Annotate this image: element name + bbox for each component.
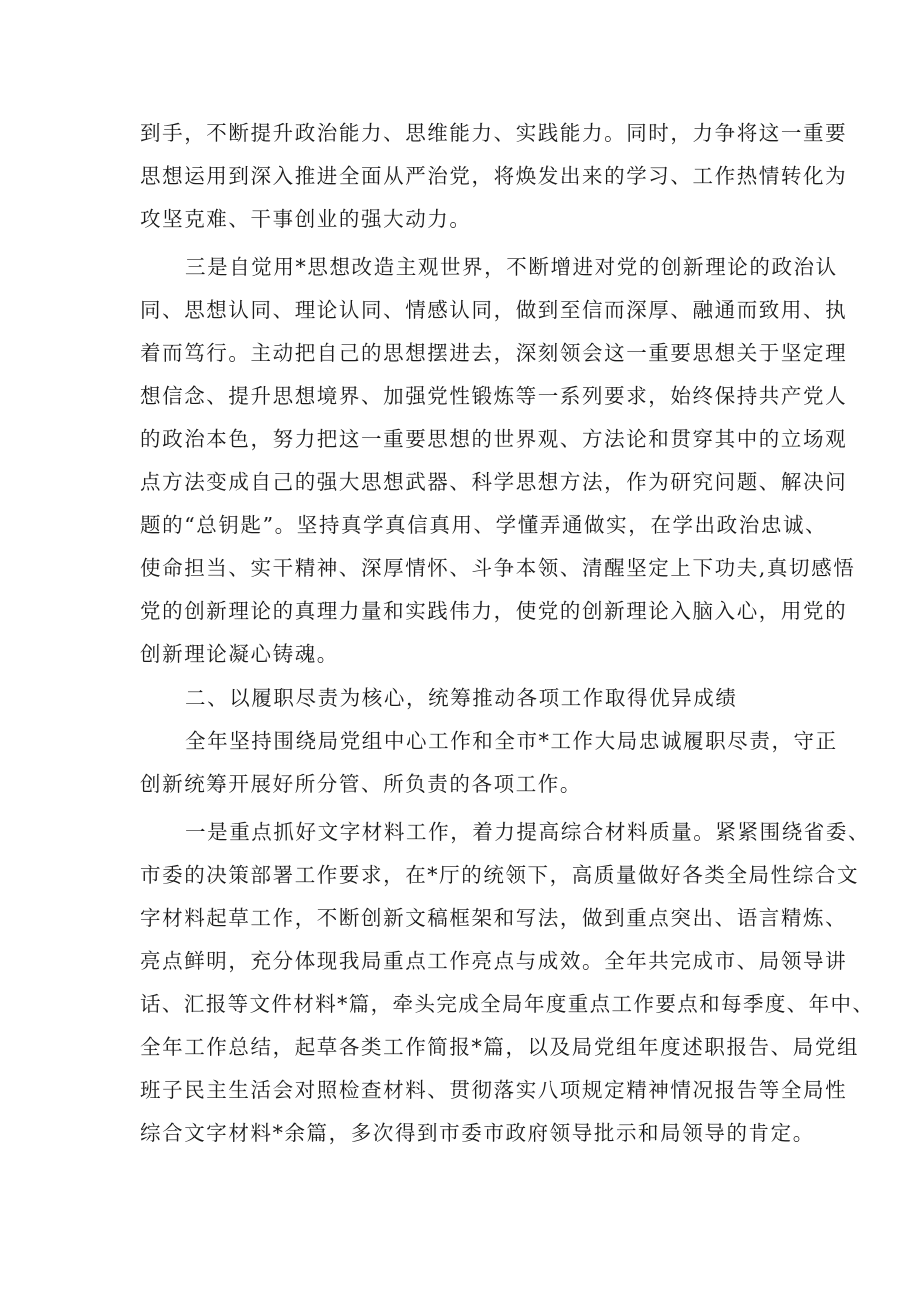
text-line: 攻坚克难、干事创业的强大动力。 [140,207,472,231]
text-line: 党的创新理论的真理力量和实践伟力，使党的创新理论入脑入心，用党的 [140,599,848,623]
text-line: 的政治本色，努力把这一重要思想的世界观、方法论和贯穿其中的立场观 [140,427,848,451]
text-line: 全年工作总结，起草各类工作简报*篇，以及局党组年度述职报告、局党组 [140,1035,860,1059]
text-line: 创新理论凝心铸魂。 [140,642,339,666]
text-line: 亮点鲜明，充分体现我局重点工作亮点与成效。全年共完成市、局领导讲 [140,949,848,973]
text-line: 思想运用到深入推进全面从严治党，将焕发出来的学习、工作热情转化为 [140,164,848,188]
text-line: 想信念、提升思想境界、加强党性锻炼等一系列要求，始终保持共产党人 [140,384,848,408]
text-line: 话、汇报等文件材料*篇，牵头完成全局年度重点工作要点和每季度、年中、 [140,992,875,1016]
paragraph-first-line: 全年坚持围绕局党组中心工作和全市*工作大局忠诚履职尽责，守正 [185,729,838,753]
paragraph-first-line: 一是重点抓好文字材料工作，着力提高综合材料质量。紧紧围绕省委、 [185,820,871,844]
text-line: 班子民主生活会对照检查材料、贯彻落实八项规定精神情况报告等全局性 [140,1078,848,1102]
text-line: 同、思想认同、理论认同、情感认同，做到至信而深厚、融通而致用、执 [140,298,848,322]
text-line: 点方法变成自己的强大思想武器、科学思想方法，作为研究问题、解决问 [140,470,848,494]
text-line: 题的“总钥匙”。坚持真学真信真用、学懂弄通做实，在学出政治忠诚、 [140,513,828,537]
section-heading: 二、以履职尽责为核心，统筹推动各项工作取得优异成绩 [185,686,738,710]
text-line: 到手，不断提升政治能力、思维能力、实践能力。同时，力争将这一重要 [140,121,848,145]
text-line: 字材料起草工作，不断创新文稿框架和写法，做到重点突出、语言精炼、 [140,906,848,930]
text-line: 使命担当、实干精神、深厚情怀、斗争本领、清醒坚定上下功夫,真切感悟 [140,556,856,580]
text-line: 综合文字材料*余篇，多次得到市委市政府领导批示和局领导的肯定。 [140,1121,815,1145]
text-line: 市委的决策部署工作要求，在*厅的统领下，高质量做好各类全局性综合文 [140,863,860,887]
text-line: 着而笃行。主动把自己的思想摆进去，深刻领会这一重要思想关于坚定理 [140,341,848,365]
text-line: 创新统筹开展好所分管、所负责的各项工作。 [140,772,582,796]
paragraph-first-line: 三是自觉用*思想改造主观世界，不断增进对党的创新理论的政治认 [185,255,838,279]
